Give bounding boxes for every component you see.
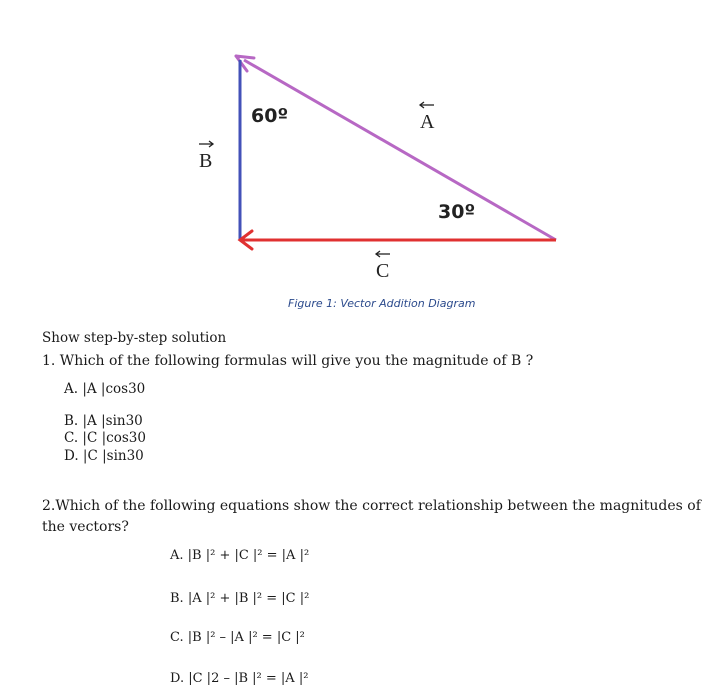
question-2: 2.Which of the following equations show the correct relationship between the magnitudes of the vectors?: [42, 498, 701, 535]
svg-text:B: B: [199, 150, 213, 172]
q2-option-a: A. |B |² + |C |² = |A |²: [170, 548, 310, 563]
q1-option-d: D. |C |sin30: [64, 448, 144, 464]
q1-option-c: C. |C |cos30: [64, 430, 146, 446]
q2-option-d: D. |C |2 – |B |² = |A |²: [170, 671, 309, 686]
q2-option-b: B. |A |² + |B |² = |C |²: [170, 591, 310, 606]
angle-30-label: 30º: [438, 201, 476, 223]
vector-c-label: [376, 251, 390, 282]
vector-a-label: [420, 102, 435, 133]
vector-b-label: [199, 141, 213, 172]
angle-60-label: 60º: [251, 105, 289, 127]
instructions-text: Show step-by-step solution: [42, 330, 227, 346]
figure-caption: Figure 1: Vector Addition Diagram: [288, 297, 476, 310]
question-1: 1. Which of the following formulas will give you the magnitude of B ?: [42, 353, 534, 369]
q1-option-a: A. |A |cos30: [64, 381, 146, 397]
q2-option-c: C. |B |² – |A |² = |C |²: [170, 630, 305, 645]
svg-text:A: A: [420, 111, 435, 133]
svg-text:C: C: [376, 260, 390, 282]
vector-a-arrow: [244, 60, 556, 240]
vector-addition-diagram: [0, 0, 720, 320]
q1-option-b: B. |A |sin30: [64, 413, 143, 429]
